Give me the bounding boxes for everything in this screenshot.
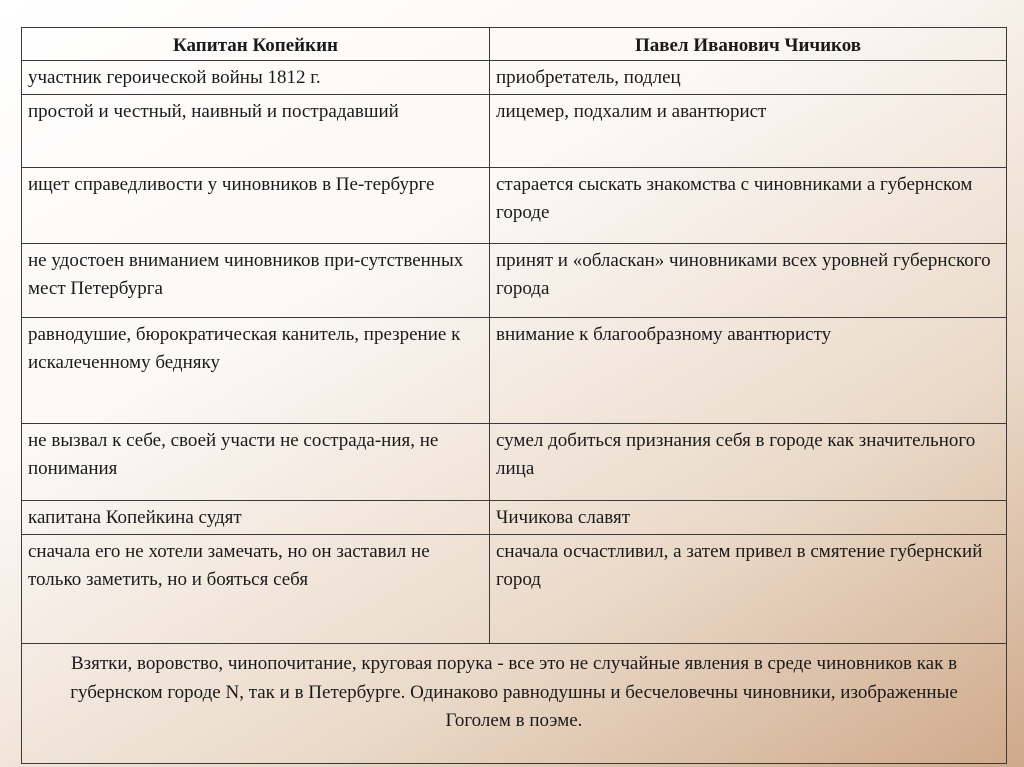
summary-cell: Взятки, воровство, чинопочитание, круговая порука - все это не случайные явления в среде чиновников как в губернском городе N, так и в Петербурге. Одинаково равнодушны и бесчеловечны чиновники, изображенные Гоголем в поэме. bbox=[22, 644, 1007, 764]
comparison-table bbox=[21, 27, 1007, 764]
cell-kopeikin: простой и честный, наивный и пострадавший bbox=[22, 95, 490, 168]
table-row bbox=[22, 168, 1007, 244]
table-row bbox=[22, 318, 1007, 424]
table-row bbox=[22, 424, 1007, 501]
table-row bbox=[22, 501, 1007, 535]
table-row bbox=[22, 95, 1007, 168]
summary-row bbox=[22, 644, 1007, 764]
cell-chichikov: Чичикова славят bbox=[490, 501, 1007, 535]
cell-kopeikin: участник героической войны 1812 г. bbox=[22, 61, 490, 95]
header-chichikov: Павел Иванович Чичиков bbox=[490, 28, 1007, 61]
cell-chichikov: приобретатель, подлец bbox=[490, 61, 1007, 95]
cell-chichikov: внимание к благообразному авантюристу bbox=[490, 318, 1007, 424]
cell-chichikov: принят и «обласкан» чиновниками всех уровней губернского города bbox=[490, 244, 1007, 318]
table-row bbox=[22, 244, 1007, 318]
cell-chichikov: сначала осчастливил, а затем привел в смятение губернский город bbox=[490, 535, 1007, 644]
table-row bbox=[22, 61, 1007, 95]
cell-chichikov: сумел добиться признания себя в городе как значительного лица bbox=[490, 424, 1007, 501]
cell-chichikov: лицемер, подхалим и авантюрист bbox=[490, 95, 1007, 168]
header-kopeikin: Капитан Копейкин bbox=[22, 28, 490, 61]
table-header-row bbox=[22, 28, 1007, 61]
table-row bbox=[22, 535, 1007, 644]
cell-kopeikin: не вызвал к себе, своей участи не сострада-ния, не понимания bbox=[22, 424, 490, 501]
cell-kopeikin: сначала его не хотели замечать, но он заставил не только заметить, но и бояться себя bbox=[22, 535, 490, 644]
cell-kopeikin: равнодушие, бюрократическая канитель, презрение к искалеченному бедняку bbox=[22, 318, 490, 424]
comparison-table-container bbox=[21, 27, 1006, 764]
cell-kopeikin: капитана Копейкина судят bbox=[22, 501, 490, 535]
cell-kopeikin: ищет справедливости у чиновников в Пе-тербурге bbox=[22, 168, 490, 244]
cell-kopeikin: не удостоен вниманием чиновников при-сутственных мест Петербурга bbox=[22, 244, 490, 318]
cell-chichikov: старается сыскать знакомства с чиновниками а губернском городе bbox=[490, 168, 1007, 244]
